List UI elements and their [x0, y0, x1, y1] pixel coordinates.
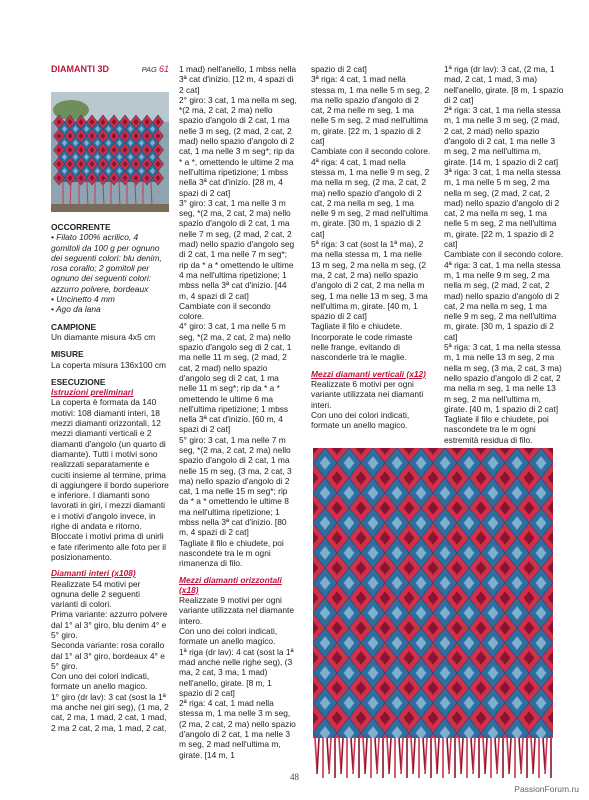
paragraph: Realizzate 6 motivi per ogni variante utilizzata nei diamanti interi.: [311, 378, 424, 410]
section-subheading: Istruzioni preliminari: [51, 387, 134, 398]
paragraph: 1 mad) nell'anello, 1 mbss nella 3ª cat d'inizio. [12 m, 4 spazi di 2 cat]: [179, 64, 297, 95]
fringe-strand: [377, 738, 379, 774]
fringe-strand: [485, 738, 487, 774]
material-item: • Uncinetto 4 mm: [51, 294, 115, 305]
campione-heading: CAMPIONE: [51, 321, 97, 332]
paragraph: 4ª riga: 4 cat, 1 mad nella stessa m, 1 ma nelle 9 m seg, 2 ma nella m seg, (2 ma, 2 cat, 2 ma) nello spazio d'angolo di 2 cat, 2 ma nella m seg, 1 ma nelle 9 m seg, 2 mad nell'ultima m, girate. [30 m, 1 spazio di 2 cat]: [311, 156, 430, 239]
paragraph: 2ª riga: 4 cat, 1 mad nella stessa m, 1 ma nelle 3 m seg, (2 ma, 2 cat, 2 ma) nello spazio d'angolo di 2 cat, 1 ma nelle 3 m seg, 2 mad nell'ultima m, girate. [14 m, 1: [179, 698, 296, 760]
fringe-strand: [533, 738, 535, 774]
intro-paragraph: La coperta è formata da 140 motivi: 108 diamanti interi, 18 mezzi diamanti orizzontali, 12 mezzi diamanti verticali e 2 diamanti d'angolo (un quarto di diamante). Tutti i motivi sono realizzati separatamente e cuciti insieme al termine, prima di aggiungere il bordo superiore e inferiore. I diamanti sono lavorati in giri, i mezzi diamanti e i motivi d'angolo invece, in righe di andata e ritorno.: [51, 397, 169, 532]
fringe-strand: [437, 738, 439, 774]
blanket-photo-image: [51, 92, 169, 212]
fringe-strand: [545, 738, 547, 774]
section-subheading: Diamanti interi (x108): [51, 568, 136, 579]
watermark: PassionForum.ru: [514, 784, 579, 794]
fringe-strand: [389, 738, 391, 774]
paragraph: 5ª riga: 3 cat, 1 ma nella stessa m, 1 ma nelle 13 m seg, 2 ma nella m seg, (3 ma, 2 cat, 3 ma) nello spazio d'angolo di 2 cat, 2 ma nella m seg, 1 ma nelle 13 m seg, 2 ma nell'ultima m, girate. [40 m, 1 spazio di 2 cat]: [444, 342, 562, 414]
page-number: 48: [290, 772, 299, 782]
note-paragraph: Bloccate i motivi prima di unirli e fate riferimento alle foto per il posizionamento.: [51, 531, 166, 562]
paragraph: 4ª riga: 3 cat, 1 ma nella stessa m, 1 ma nelle 9 m seg, 2 ma nella m seg, (2 mad, 2 cat, 2 mad) nello spazio d'angolo di 2 cat, 2 ma nella m seg, 1 ma nelle 9 m seg, 2 ma nell'ultima m, girate. [30 m, 1 spazio di 2 cat]: [444, 259, 561, 342]
fringe-strand: [497, 738, 499, 774]
campione-text: Un diamante misura 4x5 cm: [51, 331, 156, 342]
fringe-strand: [449, 738, 451, 774]
blanket-flat-photo: [313, 448, 553, 738]
esecuzione-heading: ESECUZIONE: [51, 376, 106, 387]
column-3: [311, 64, 432, 430]
paragraph: Prima variante: azzurro polvere dal 1° al 3° giro, blu denim 4° e 5° giro.: [51, 609, 168, 640]
paragraph: Cambiate con il secondo colore.: [444, 249, 564, 260]
paragraph: 1ª riga (dr lav): 4 cat (sost la 1ª mad anche nelle righe seg), (3 ma, 2 cat, 3 ma, 1 mad) nell'anello, girate. [8 m, 1 spazio di 2 cat]: [179, 646, 294, 698]
paragraph: Realizzate 54 motivi per ognuna delle 2 seguenti varianti di colori.: [51, 578, 141, 610]
fringe-strand: [353, 738, 355, 774]
article-title: DIAMANTI 3D: [51, 64, 109, 74]
paragraph: 1ª riga (dr lav): 3 cat, (2 ma, 1 mad, 2 cat, 1 mad, 3 ma) nell'anello, girate. [8 m, 1 spazio di 2 cat]: [444, 64, 564, 105]
fringe-strand: [317, 738, 319, 774]
section-subheading: Mezzi diamanti verticali (x12): [311, 368, 426, 379]
paragraph: Cambiate con il secondo colore.: [311, 146, 431, 157]
paragraph: 2ª riga: 3 cat, 1 ma nella stessa m, 1 ma nelle 3 m seg, (2 mad, 2 cat, 2 mad) nello spazio d'angolo di 2 cat, 1 ma nelle 3 m seg, 2 ma nell'ultima m, girate. [14 m, 1 spazio di 2 cat]: [444, 105, 561, 167]
material-item: • Ago da lana: [51, 304, 101, 315]
paragraph: 3ª riga: 4 cat, 1 mad nella stessa m, 1 ma nelle 5 m seg, 2 ma nello spazio d'angolo di 2 cat, 2 ma nelle m seg, 1 ma nelle 5 m seg, 2 mad nell'ultima m, girate. [22 m, 1 spazio di 2 cat]: [311, 74, 430, 147]
paragraph: 4° giro: 3 cat, 1 ma nelle 5 m seg, *(2 ma, 2 cat, 2 ma) nello spazio d'angolo seg di 2 cat, 1 ma nelle 11 m seg, (2 mad, 2 cat, 2 mad) nello spazio d'angolo seg di 2 cat, 1 ma nelle 11 m seg*; rip da * a * omettendo le ultime 6 ma nell'ultima ripetizione; 1 mbss nella 3ª cat d'inizio. [60 m, 4 spazi di 2 cat]: [179, 321, 292, 435]
fringe-strand: [509, 738, 511, 774]
fringe-strand: [365, 738, 367, 774]
paragraph: 2° giro: 3 cat, 1 ma nella m seg, *(2 ma, 2 cat, 2 ma) nello spazio d'angolo di 2 cat, 1 ma nelle 3 m seg, (2 mad, 2 cat, 2 mad) nello spazio d'angolo di 2 cat, 1 ma nelle 3 m seg*; rip da * a *, omettendo le ultime 2 ma nell'ultima ripetizione; 1 mbss nella 3ª cat d'inizio. [28 m, 4 spazi di 2 cat]: [179, 94, 297, 198]
column-1-body: [51, 215, 169, 733]
misure-heading: MISURE: [51, 349, 84, 360]
blanket-diamond-pattern: [313, 448, 553, 738]
fringe-strand: [413, 738, 415, 774]
paragraph: 1° giro (dr lav): 3 cat (sost la 1ª ma anche nei giri seg), (1 ma, 2 cat, 2 ma, 1 mad, 2 cat, 1 mad, 2 ma 2 cat, 2 ma, 1 mad, 2 cat,: [51, 691, 169, 733]
paragraph: Con uno dei colori indicati, formate un anello magico.: [179, 626, 278, 647]
paragraph: 5ª riga: 3 cat (sost la 1ª ma), 2 ma nella stessa m, 1 ma nelle 13 m seg, 2 ma nella m seg, (2 ma, 2 cat, 2 ma) nello spazio d'angolo di 2 cat, 2 ma nella m seg, 1 ma nelle 13 m seg, 3 ma nell'ultima m, girate. [40 m, 1 spazio di 2 cat]: [311, 239, 428, 322]
occorrente-heading: OCCORRENTE: [51, 222, 111, 232]
paragraph: Tagliate il filo e chiudete, poi nascondete tra le m ogni rimanenza di filo.: [179, 537, 284, 569]
blanket-photo: [51, 92, 169, 212]
fringe-strand: [461, 738, 463, 774]
fringe-strand: [473, 738, 475, 774]
fringe-strand: [425, 738, 427, 774]
paragraph: Seconda variante: rosa corallo dal 1° al 3° giro, bordeaux 4° e 5° giro.: [51, 640, 165, 671]
paragraph: Cambiate con il secondo colore.: [179, 300, 271, 322]
fringe-strand: [329, 738, 331, 774]
paragraph: spazio di 2 cat]: [311, 64, 367, 74]
paragraph: 3ª riga: 3 cat, 1 ma nella stessa m, 1 ma nelle 5 m seg, 2 ma nella m seg, (2 mad, 2 cat, 2 mad) nello spazio d'angolo di 2 cat, 2 ma nella m seg, 1 ma nelle 5 m seg, 2 ma nell'ultima m, girate. [22 m, 1 spazio di 2 cat]: [444, 166, 561, 250]
fringe-strand: [521, 738, 523, 774]
page-ref: PAG 61: [141, 64, 169, 74]
fringe-strand: [341, 738, 343, 774]
column-1: [51, 64, 169, 75]
fringe-strand: [401, 738, 403, 774]
misure-text: La coperta misura 136x100 cm: [51, 359, 166, 370]
column-2: [179, 64, 297, 760]
section-subheading: Mezzi diamanti orizzontali (x18): [179, 574, 282, 595]
paragraph: Tagliate il filo e chiudete.: [311, 321, 403, 332]
column-4: [444, 64, 564, 445]
paragraph: 5° giro: 3 cat, 1 ma nelle 7 m seg, *(2 ma, 2 cat, 2 ma) nello spazio d'angolo di 2 cat, 1 ma nelle 15 m seg, (3 ma, 2 cat, 3 ma) nello spazio d'angolo di 2 cat, 1 ma nelle 15 m seg*; rip da * a * omettendo le ultime 8 ma nell'ultima ripetizione; 1 mbss nella 3ª cat d'inizio. [80 m, 4 spazi di 2 cat]: [179, 434, 292, 538]
paragraph: Realizzate 9 motivi per ogni variante utilizzata nel diamante intero.: [179, 595, 294, 626]
paragraph: 3° giro: 3 cat, 1 ma nelle 3 m seg, *(2 ma, 2 cat, 2 ma) nello spazio d'angolo di 2 cat, 1 ma nelle 7 m seg, (2 mad, 2 cat, 2 mad) nello spazio d'angolo seg di 2 cat, 1 ma nelle 7 m seg*; rip da * a * omettendo le ultime 4 ma nell'ultima ripetizione; 1 mbss nella 3ª cat d'inizio. [44 m, 4 spazi di 2 cat]: [179, 197, 295, 301]
paragraph: Incorporate le code rimaste nelle frange, evitando di nasconderle tra le maglie.: [311, 331, 413, 363]
paragraph: Con uno dei colori indicati, formate un anello magico.: [311, 409, 410, 431]
paragraph: Tagliate il filo e chiudete, poi nascondete tra le m ogni estremità residua di filo.: [444, 414, 549, 445]
material-item: • Filato 100% acrilico, 4 gomitoli da 100 g per ognuno dei seguenti colori: blu denim, rosa corallo; 2 gomitoli per ognuno dei seguenti colori: azzurro polvere, bordeaux: [51, 232, 162, 294]
paragraph: Con uno dei colori indicati, formate un anello magico.: [51, 671, 150, 692]
